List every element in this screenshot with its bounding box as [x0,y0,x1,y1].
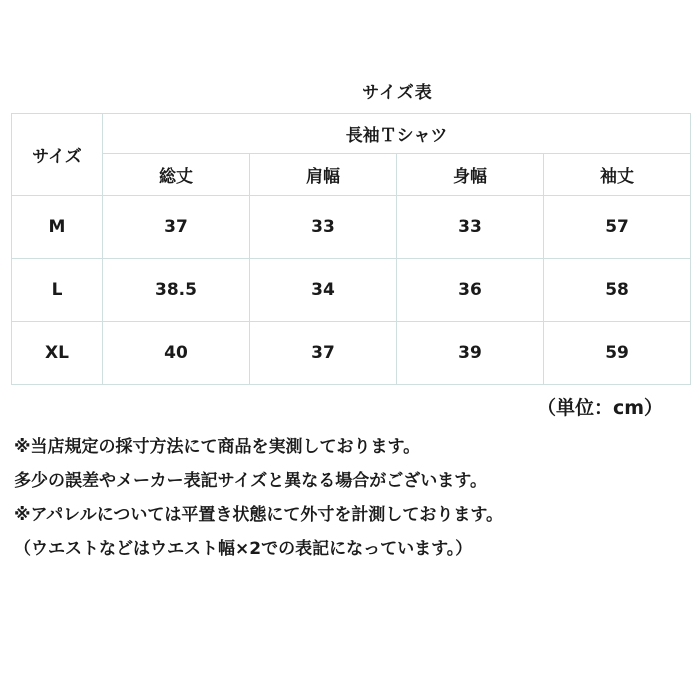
size-table [11,113,691,385]
table-subheader-row [12,154,691,196]
product-group-header: 長袖Ｔシャツ [103,114,691,154]
table-row [12,259,691,322]
table-cell: 38.5 [103,259,250,322]
size-label: XL [12,322,103,385]
table-row [12,196,691,259]
table-cell: 58 [544,259,691,322]
size-label: L [12,259,103,322]
table-cell: 40 [103,322,250,385]
table-cell: 59 [544,322,691,385]
table-cell: 37 [250,322,397,385]
note-line: ※当店規定の採寸方法にて商品を実測しております。 [14,437,421,457]
table-cell: 57 [544,196,691,259]
notes [14,430,503,566]
column-header-length: 総丈 [103,154,250,196]
column-header-sleeve: 袖丈 [544,154,691,196]
note-line: ※アパレルについては平置き状態にて外寸を計測しております。 [14,505,504,525]
page-title: サイズ表 [362,83,433,103]
table-cell: 39 [397,322,544,385]
unit-label: （単位：cm） [536,397,663,419]
size-column-header: サイズ [12,114,103,196]
column-header-shoulder: 肩幅 [250,154,397,196]
table-header-row [12,114,691,154]
table-row [12,322,691,385]
table-cell: 37 [103,196,250,259]
table-cell: 33 [250,196,397,259]
table-cell: 34 [250,259,397,322]
column-header-width: 身幅 [397,154,544,196]
note-line: 多少の誤差やメーカー表記サイズと異なる場合がございます。 [14,471,487,491]
note-line: （ウエストなどはウエスト幅×2での表記になっています。） [14,539,473,559]
table-cell: 33 [397,196,544,259]
size-label: M [12,196,103,259]
table-cell: 36 [397,259,544,322]
